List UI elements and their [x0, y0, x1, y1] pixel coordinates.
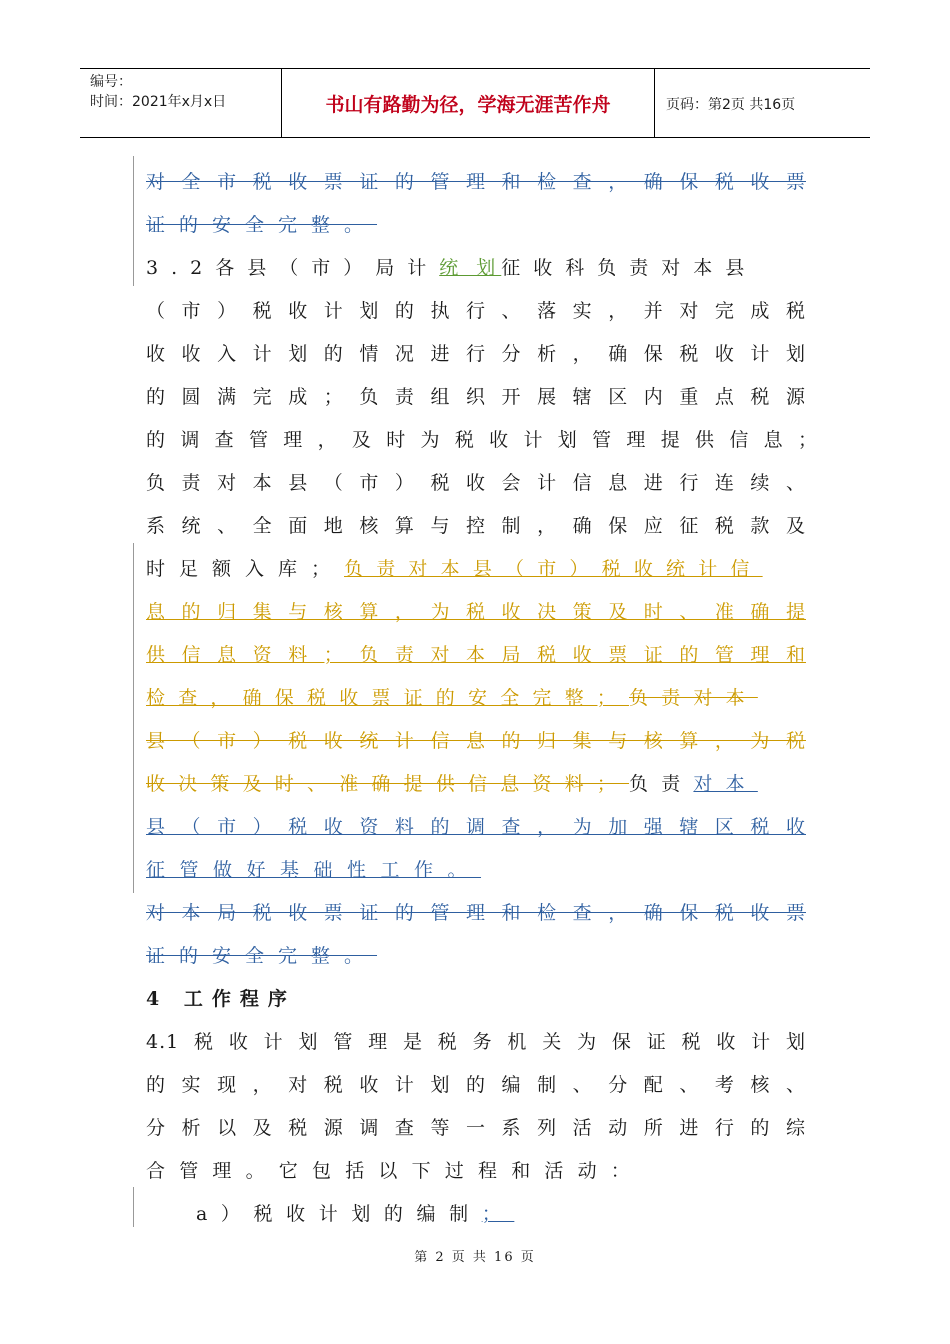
- text-line: 征管做好基础性工作。: [146, 859, 482, 881]
- list-item: a）税收计划的编制；: [196, 1203, 515, 1225]
- text-line: 证的安全完整。: [146, 214, 378, 236]
- text-line: 的圆满完成；负责组织开展辖区内重点税源: [146, 386, 806, 408]
- page-header: [80, 68, 870, 138]
- page-footer: 第 2 页 共 16 页: [414, 1250, 536, 1265]
- text-line: 息的归集与核算，为税收决策及时、准确提: [146, 601, 806, 623]
- text-line: 检查，确保税收票证的安全完整；负责对本: [146, 687, 758, 709]
- text-line: 3.2各县（市）局计统 划征收科负责对本县: [146, 257, 758, 279]
- section-heading: 4 工作程序: [146, 988, 296, 1010]
- text-line: 分析以及税源调查等一系列活动所进行的综: [146, 1117, 806, 1139]
- document-number: 编号：: [90, 74, 132, 90]
- text-line: 对全市税收票证的管理和检查，确保税收票: [146, 171, 806, 193]
- text-line: 收决策及时、准确提供信息资料；负责对本: [146, 773, 758, 795]
- text-line: 负责对本县（市）税收会计信息进行连续、: [146, 472, 806, 494]
- text-line: 证的安全完整。: [146, 945, 378, 967]
- text-line: 合管理。它包括以下过程和活动：: [146, 1160, 645, 1182]
- change-bar: [133, 1187, 134, 1227]
- motto-cell: [281, 69, 655, 137]
- text-line: 收收入计划的情况进行分析，确保税收计划: [146, 343, 806, 365]
- text-line: （市）税收计划的执行、落实，并对完成税: [146, 300, 806, 322]
- motto: 书山有路勤为径，学海无涯苦作舟: [325, 93, 611, 116]
- text-line: 供信息资料；负责对本局税收票证的管理和: [146, 644, 806, 666]
- change-bar: [133, 156, 134, 286]
- change-bar: [133, 543, 134, 893]
- page-number-info: 页码：第2页 共16页: [666, 97, 796, 113]
- text-line: 时足额入库；负责对本县（市）税收统计信: [146, 558, 763, 580]
- text-line: 4.1税收计划管理是税务机关为保证税收计划: [146, 1031, 806, 1053]
- text-line: 系统、全面地核算与控制，确保应征税款及: [146, 515, 806, 537]
- document-date: 时间：2021年x月x日: [90, 94, 227, 110]
- text-line: 县（市）税收资料的调查，为加强辖区税收: [146, 816, 806, 838]
- text-line: 县（市）税收统计信息的归集与核算，为税: [146, 730, 806, 752]
- text-line: 对本局税收票证的管理和检查，确保税收票: [146, 902, 806, 924]
- text-line: 的调查管理，及时为税收计划管理提供信息；: [146, 429, 818, 451]
- text-line: 的实现，对税收计划的编制、分配、考核、: [146, 1074, 806, 1096]
